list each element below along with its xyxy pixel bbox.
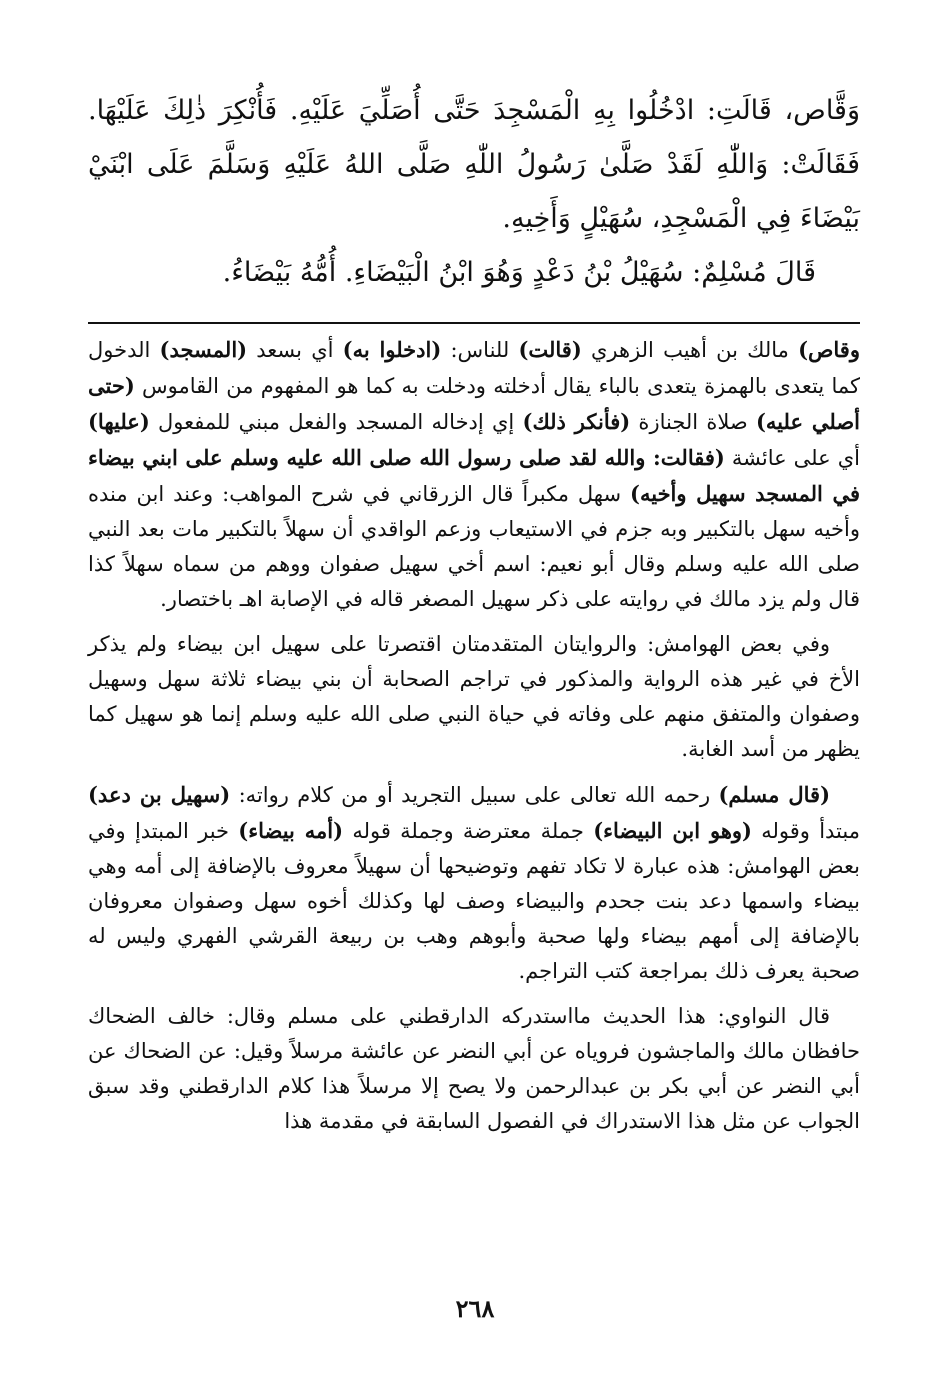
bold-term: (سهيل بن دعد) [88, 782, 231, 807]
bold-term: (ادخلوا به) [342, 337, 442, 362]
bold-term: (قالت) [518, 337, 582, 362]
bold-term: (عليها) [88, 409, 150, 434]
hadith-text [88, 84, 860, 300]
commentary-text: رحمه الله تعالى على سبيل التجريد أو من كلام رواته: [230, 783, 719, 807]
commentary-paragraph-4: قال النواوي: هذا الحديث مااستدركه الدارقطني على مسلم وقال: خالف الضحاك حافظان مالك والماجشون فروياه عن أبي النضر عن عائشة مرسلاً وقيل: عن الضحاك عن أبي النضر عن أبي بكر بن عبدالرحمن ولا يصح إلا مرسلاً هذا كلام الدارقطني وقد سبق الجواب عن مثل هذا الاستدراك في الفصول السابقة في مقدمة هذا [88, 1004, 860, 1133]
commentary-text: مالك بن أهيب الزهري [581, 338, 799, 362]
commentary-section [88, 332, 860, 1139]
commentary-text: للناس: [441, 338, 519, 362]
bold-term: (المسجد) [159, 337, 248, 362]
footnote-separator [88, 322, 860, 324]
commentary-paragraph-1 [88, 332, 860, 617]
commentary-text: إي إدخاله المسجد والفعل مبني للمفعول [149, 410, 523, 434]
bold-term: (حتى أصلي عليه) [88, 373, 860, 434]
book-page [88, 84, 860, 1149]
commentary-paragraph-3 [88, 777, 860, 989]
bold-term: (وهو ابن البيضاء) [593, 818, 752, 843]
commentary-text: الدخول كما يتعدى بالهمزة يتعدى بالباء يقال أدخلته ودخلت به كما هو المفهوم من القاموس [88, 338, 860, 398]
commentary-text: أي بسعد [247, 338, 343, 362]
commentary-paragraph-2: وفي بعض الهوامش: والروايتان المتقدمتان اقتصرتا على سهيل ابن بيضاء ولم يذكر الأخ في غير هذه الرواية والمذكور في تراجم الصحابة أن بني بيضاء ثلاثة سهل وسهيل وصفوان والمتفق منهم على وفاته في حياة النبي صلى الله عليه وسلم إنما هو سهيل كما يظهر من أسد الغابة. [88, 632, 860, 761]
bold-term: (أمه بيضاء) [238, 818, 344, 843]
commentary-text: مبتدأ وقوله [751, 819, 860, 843]
page-number: ٢٦٨ [455, 1294, 495, 1323]
commentary-text: سهل مكبراً قال الزرقاني في شرح المواهب: وعند ابن منده وأخيه سهل بالتكبير وبه جزم في الاستيعاب وزعم الواقدي أن سهلاً بالتكبير مات بعد النبي صلى الله عليه وسلم وقال أبو نعيم: اسم أخي سهيل صفوان ووهم من سماه سهلاً كذا قال ولم يزد مالك في روايته على ذكر سهيل المصغر قاله في الإصابة اهـ باختصار. [88, 482, 860, 611]
commentary-text: أي على عائشة [724, 446, 860, 470]
bold-term: وقاص) [798, 337, 860, 362]
commentary-text: خبر المبتدإ وفي بعض الهوامش: هذه عبارة لا تكاد تفهم وتوضيحها أن سهيلاً معروف بالإضافة إلى أمه وهي بيضاء واسمها دعد بنت جحدم والبيضاء وصف لها وكذلك أخوه سهل وصفوان معروفان بالإضافة إلى أمهم بيضاء ولها صحبة وأبوهم وهب بن ربيعة القرشي الفهري وليس له صحبة يعرف ذلك بمراجعة كتب التراجم. [88, 819, 860, 983]
commentary-text: جملة معترضة وجملة قوله [343, 819, 594, 843]
bold-term: (فأنكر ذلك) [522, 409, 631, 434]
bold-term: (فقالت: والله لقد صلى رسول الله صلى الله عليه وسلم على ابني بيضاء في المسجد سهيل وأخيه) [88, 445, 860, 506]
muslim-note: قَالَ مُسْلِمٌ: سُهَيْلُ بْنُ دَعْدٍ وَهُوَ ابْنُ الْبَيْضَاءِ. أُمُّهُ بَيْضَاءُ. [222, 257, 816, 288]
hadith-paragraph: وَقَّاص، قَالَتِ: ادْخُلُوا بِهِ الْمَسْجِدَ حَتَّى أُصَلِّيَ عَلَيْهِ. فَأُنْكِرَ ذٰلِكَ عَلَيْهَا. فَقَالَتْ: وَاللّٰهِ لَقَدْ صَلَّىٰ رَسُولُ اللّٰهِ صَلَّى اللهُ عَلَيْهِ وَسَلَّمَ عَلَى ابْنَيْ بَيْضَاءَ فِي الْمَسْجِدِ، سُهَيْلٍ وَأَخِيهِ. [88, 95, 860, 234]
commentary-text: صلاة الجنازة [630, 410, 756, 434]
bold-term: (قال مسلم) [718, 782, 831, 807]
